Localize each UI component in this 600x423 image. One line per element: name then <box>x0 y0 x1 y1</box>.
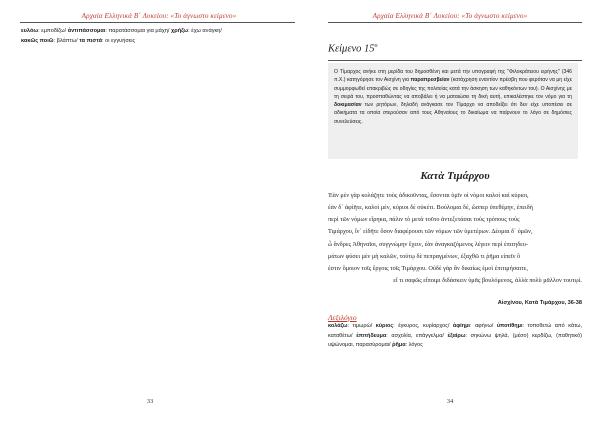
vocabulary-list <box>328 322 582 351</box>
glossary-def: : έχω ανάγκη/ <box>188 28 222 34</box>
glossary-def: : βλάπτω/ <box>53 37 80 44</box>
passage-line: ὦ ἄνδρες Ἀθηναῖοι, συγγνώμην ἔχειν, ἐὰν ἀναγκαζόμενος λέγειν περὶ ἐπιτηδευ- <box>328 240 528 248</box>
glossary-def: : εμποδίζω/ <box>38 28 68 34</box>
glossary-term: κακῶς ποιῶ <box>21 37 54 44</box>
left-glossary <box>21 27 293 46</box>
intro-box <box>328 63 578 159</box>
passage-line: ἐστιν ὅμοιον τοῖς ἔργοις τοῖς Τιμάρχου. Οὐδὲ γὰρ ἂν δικαίως ἐμοὶ ἐπιτιμήσαιτε, <box>328 264 528 272</box>
passage-line: Ἐὰν μὲν γὰρ κολάζητε τοὺς ἀδικοῦντας, ἔσονται ὑμῖν οἱ νόμοι καλοὶ καὶ κύριοι, <box>328 192 529 199</box>
glossary-term: ἀντιπάσσομαι <box>67 28 106 34</box>
glossary-term: ευλόω <box>21 28 39 34</box>
vocab-term: ἐπιτήδευμα <box>356 332 387 339</box>
source-citation: Αἰσχίνου, Κατὰ Τιμάρχου, 36-38 <box>497 300 582 306</box>
left-header-rule <box>20 22 295 23</box>
right-page-number: 34 <box>446 398 454 405</box>
vocab-term: ἀφίημι <box>452 323 470 329</box>
greek-passage <box>328 190 582 287</box>
vocab-def: : τιμωρώ/ <box>347 323 376 329</box>
passage-line: περὶ τῶν νόμων εἴρηκα, πάλιν τὸ μετὰ τοῦτο ἀντεξετάσαι τοὺς τρόπους τοὺς <box>328 216 520 224</box>
glossary-term: τα πιστά <box>79 37 103 44</box>
vocab-def: : αφήνω/ <box>469 323 497 329</box>
passage-line: ἐὰν δ᾽ ἀφίῆτε, καλοὶ μέν, κύριοι δὲ οὐκέτι. Βούλομαι δέ, ὥσπερ ὑπεθέμην, ἐπειδὴ <box>328 204 533 212</box>
vocab-term: ἐξαίρω <box>447 332 466 339</box>
vocab-def: : τοποθετώ από κάτω, καταθέτω/ <box>328 323 582 339</box>
glossary-def: : οι εγγυήσεις <box>102 37 136 44</box>
right-page-header: Αρχαία Ελληνικά Β΄ Λυκείου: «Το άγνωστο κείμενο» <box>372 12 528 20</box>
passage-line: εἴ τι σαφῶς εἴποιμι διδάσκειν ὑμᾶς βουλόμενος, ἀλλὰ πολὺ μᾶλλον τουτῳί. <box>393 277 582 285</box>
glossary-def: : παρατάσσομαι για μάχη/ <box>105 28 172 34</box>
text-title-sup: ο <box>374 43 378 49</box>
left-page-header: Αρχαία Ελληνικά Β΄ Λυκείου: «Το άγνωστο κείμενο» <box>81 12 237 20</box>
vocab-term: κύριος <box>375 323 394 329</box>
intro-text: ειρήνης" (346 π.Χ.) κατηγόρησε τον Αισχίνη για <box>334 69 573 84</box>
text-title <box>328 43 378 55</box>
right-page <box>300 0 600 423</box>
vocab-def: : σηκώνω ψηλά, (μέσο) κερδίζω, (παθητικό) υψώνομαι, παρασύρομαι/ <box>328 332 582 349</box>
passage-line: μάτων φύσει μὲν μὴ καλῶν, τούτῳ δὲ πεπραγμένων, ἐξαχθῶ τι ῥῆμα εἰπεῖν ὃ <box>328 252 521 260</box>
vocab-def: : έγκυρος, κυρίαρχος/ <box>393 323 453 329</box>
intro-text: των ρητόρων, δηλαδή ανάγκασε τον Τίμαρχο να αποδείξει ότι δεν είχε υποπέσει σε αδικήματα τα οποία στερούσαν από τους Αθηναίους το δικαίωμα να παίρνουν το λόγο σε δημόσιες συνελεύσεις. <box>334 102 572 125</box>
vocab-def: : ασχολία, επάγγελμα/ <box>386 332 448 339</box>
intro-text: (κατάχρηση εναντίον πρέσβη που φερόταν να μη είχε συμμορφωθεί επακριβώς σε οδηγίες της πολιτείας κατά την άσκηση των καθηκόντων του). Ο Αισχίνης με τη σειρά του, προσπαθώντας να αποβάλει ή να ματαιώσει τη δική αυτή, επικαλέστηκε τον νόμο για τη <box>334 77 573 100</box>
vocab-term: ῥῆμα <box>392 342 406 349</box>
intro-text: Ο Τίμαρχος ανήκε στη μερίδα του δημοσθένη και μετά την υπογραφή της "Φιλοκράτειου <box>334 69 539 75</box>
passage-line: Τιμάρχου, ἵν᾽ εἰδῆτε ὅσον διαφέρουσι τῶν νόμων τῶν ὑμετέρων. Δέομαι δ᾽ ὑμῶν, <box>328 228 533 236</box>
vocabulary-title: Λεξιλόγιο <box>328 313 357 322</box>
left-page-number: 33 <box>146 398 154 405</box>
intro-keyword: δοκιμασίαν <box>334 102 362 109</box>
vocab-def: : λόγος <box>405 342 423 349</box>
right-header-rule <box>328 22 582 23</box>
intro-keyword: παραπρεσβείαν <box>410 77 450 84</box>
glossary-term: χρήζω <box>171 28 189 34</box>
section-title: Κατὰ Τιμάρχου <box>420 170 490 182</box>
text-title-label: Κείμενο 15 <box>328 43 375 55</box>
title-rule <box>328 60 582 61</box>
vocab-term: κολάζω <box>328 323 348 329</box>
vocab-term: ὑποτίθημι <box>496 323 523 329</box>
